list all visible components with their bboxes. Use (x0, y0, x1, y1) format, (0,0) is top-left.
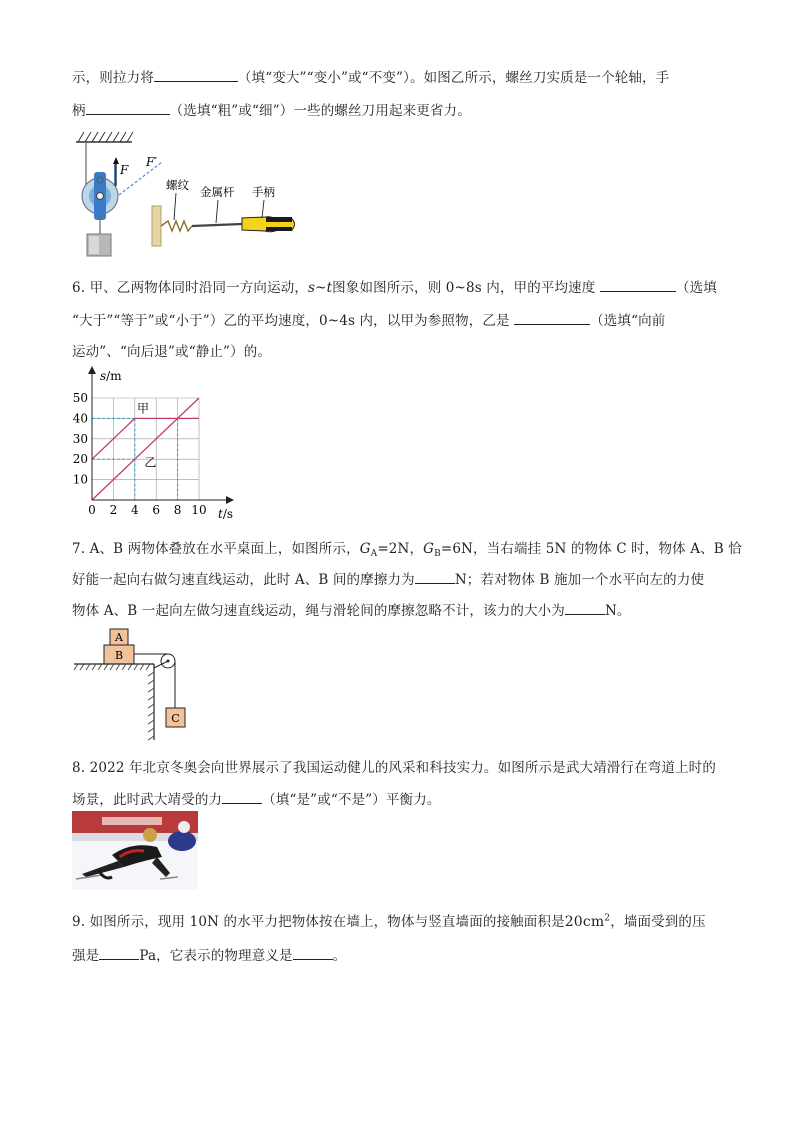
x-tick-label: 6 (152, 503, 161, 517)
x-axis-label (218, 507, 233, 521)
x-tick-label: 4 (130, 503, 139, 517)
q7-text: 物体 A、B 一起向左做匀速直线运动，绳与滑轮间的摩擦忽略不计，该力的大小为 (72, 603, 565, 619)
y-tick-label: 10 (72, 472, 88, 487)
q9-text: 。 (332, 948, 347, 964)
axis-symbol: s (100, 369, 107, 383)
y-tick-label: 30 (72, 431, 88, 446)
axis-unit: /m (106, 369, 122, 383)
q7-gb-sub: B (434, 549, 441, 559)
x-tick-label: 0 (88, 503, 96, 517)
answer-blank[interactable] (415, 571, 455, 584)
block-b-label: B (114, 649, 124, 662)
answer-blank[interactable] (293, 947, 333, 960)
q6-text: 运动”、“向后退”或“静止”）的。 (72, 344, 272, 360)
q6-text: （选填 (675, 280, 717, 296)
y-axis-label (100, 369, 122, 383)
q9-area-unit: cm (582, 914, 605, 930)
q7-text: N。 (604, 603, 631, 619)
q7-text: 7. A、B 两物体叠放在水平桌面上，如图所示， (72, 541, 360, 557)
q6-line-2 (72, 309, 665, 329)
q6-symbol-t: t (326, 280, 333, 296)
q9-text: ，墙面受到的压 (610, 914, 706, 930)
force-label-f: F (120, 163, 129, 177)
x-tick-label: 2 (109, 503, 118, 517)
q8-line-2 (72, 788, 441, 808)
answer-blank[interactable] (99, 947, 139, 960)
answer-blank[interactable] (86, 102, 170, 115)
q7-text: N；若对物体 B 施加一个水平向左的力使 (454, 572, 705, 588)
q9-area-value: 20 (564, 914, 583, 930)
q7-gb-symbol: G (423, 541, 435, 557)
q9-text: Pa，它表示的物理意义是 (139, 948, 293, 964)
speed-skating-photo (72, 811, 198, 890)
q6-symbol-s: s (308, 280, 316, 296)
answer-blank[interactable] (222, 791, 262, 804)
q8-text: 场景，此时武大靖受的力 (72, 792, 223, 808)
q8-text: 8. 2022 年北京冬奥会向世界展示了我国运动健儿的风采和科技实力。如图所示是武大靖滑行在弯道上时的 (72, 760, 716, 776)
st-graph (66, 364, 246, 524)
q9-text: 强是 (72, 948, 100, 964)
q5-text: 示，则拉力将 (72, 70, 154, 86)
q7-line-2 (72, 568, 704, 588)
q6-text: 图象如图所示，则 0~8s 内，甲的平均速度 (332, 280, 596, 296)
q7-text: =6N，当右端挂 5N 的物体 C 时，物体 A、B 恰 (440, 541, 742, 557)
q9-text: 9. 如图所示，现用 10N 的水平力把物体按在墙上，物体与竖直墙面的接触面积是 (72, 914, 565, 930)
force-label-f-prime: F′ (146, 155, 158, 169)
q8-text: （填“是”或“不是”）平衡力。 (262, 792, 441, 808)
q6-text: （选填“向前 (590, 313, 666, 329)
answer-blank[interactable] (514, 312, 590, 325)
q9-area-exp: 2 (604, 913, 611, 924)
y-tick-label: 50 (72, 391, 88, 405)
block-c-label: C (171, 712, 180, 725)
series-label-yi: 乙 (144, 455, 157, 470)
y-tick-label: 20 (72, 452, 88, 467)
q7-line-1 (72, 537, 742, 559)
q5-line-1 (72, 66, 669, 86)
answer-blank[interactable] (154, 69, 238, 82)
answer-blank[interactable] (600, 279, 676, 292)
answer-blank[interactable] (565, 602, 605, 615)
q6-text: 6. 甲、乙两物体同时沿同一方向运动， (72, 280, 309, 296)
q8-line-1 (72, 756, 716, 776)
block-a-label: A (115, 631, 123, 644)
y-tick-label: 40 (72, 411, 88, 426)
rod-label: 金属杆 (200, 185, 235, 199)
x-tick-label: 10 (191, 503, 207, 517)
axis-symbol: t (218, 507, 223, 521)
q6-text: “大于”“等于”或“小于”）乙的平均速度，0~4s 内，以甲为参照物，乙是 (72, 313, 510, 329)
q7-text: =2N， (377, 541, 424, 557)
thread-label: 螺纹 (166, 178, 189, 192)
handle-label: 手柄 (252, 185, 275, 199)
q5-line-2 (72, 99, 471, 119)
pulley-screwdriver-figure (70, 126, 302, 262)
series-label-jia: 甲 (136, 401, 149, 416)
q5-text: （填“变大”“变小”或“不变”）。如图乙所示，螺丝刀实质是一个轮轴，手 (237, 70, 670, 86)
q5-text: （选填“粗”或“细”）一些的螺丝刀用起来更省力。 (169, 103, 471, 119)
q9-line-2 (72, 944, 346, 964)
q6-line-3 (72, 340, 271, 360)
q9-line-1 (72, 910, 706, 930)
axis-unit: /s (222, 507, 234, 521)
q7-text: 好能一起向右做匀速直线运动，此时 A、B 间的摩擦力为 (72, 572, 415, 588)
pulley-blocks-figure (72, 624, 202, 742)
q7-line-3 (72, 599, 631, 619)
q5-text: 柄 (72, 103, 86, 119)
x-tick-label: 8 (173, 503, 182, 517)
q7-ga-sub: A (370, 549, 378, 559)
q6-line-1: 6. 甲、乙两物体同时沿同一方向运动，s~t图象如图所示，则 0~8s 内，甲的平均速度 （选填 (72, 280, 717, 296)
q7-ga-symbol: G (359, 541, 371, 557)
